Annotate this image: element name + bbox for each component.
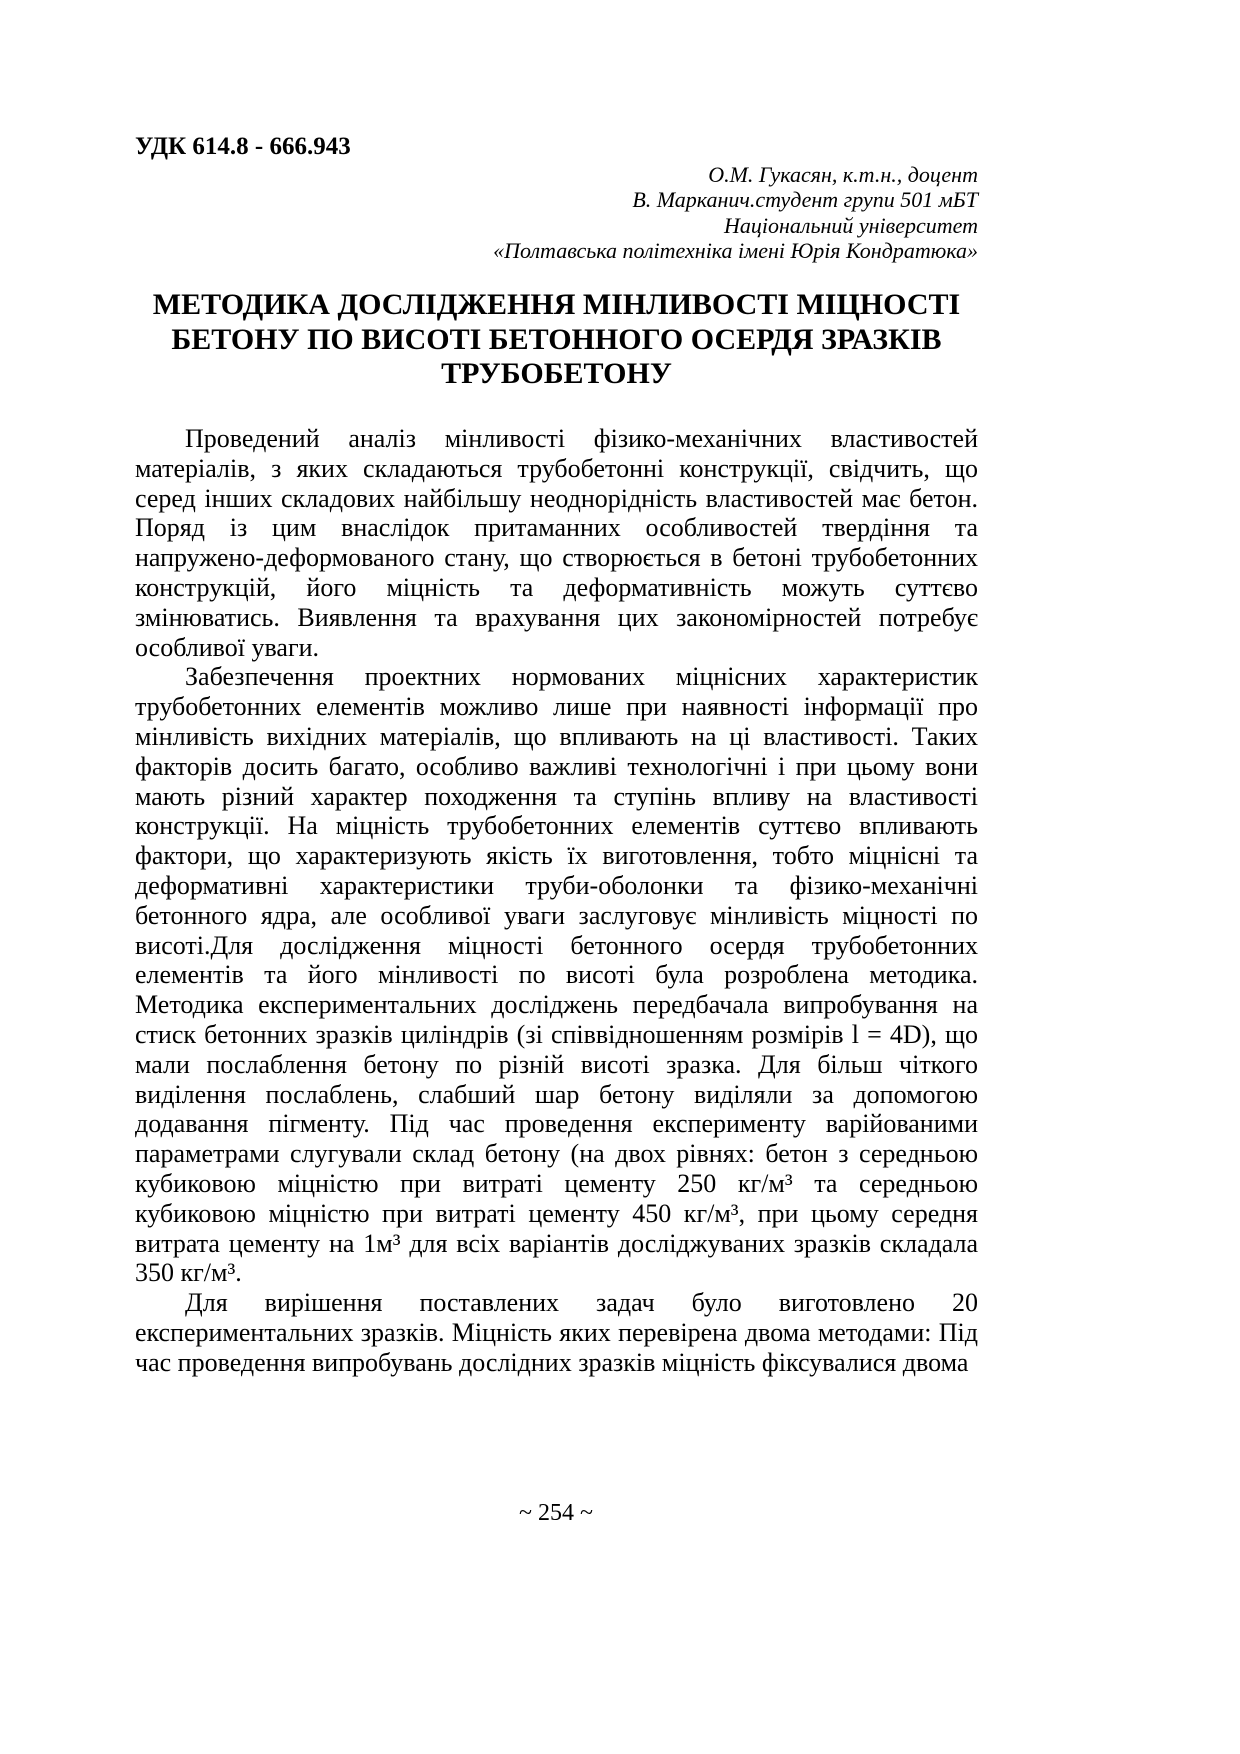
text-line: трубобетонних елементів можливо лише при наявності інформації про <box>135 692 978 722</box>
text-line: особливої уваги. <box>135 632 320 662</box>
text-line: Забезпечення проектних нормованих міцнісних характеристик <box>185 662 978 692</box>
udc-code: УДК 614.8 - 666.943 <box>135 133 351 160</box>
text-line: висоті.Для дослідження міцності бетонного осердя трубобетонних <box>135 930 978 960</box>
text-line: матеріалів, з яких складаються трубобетонні конструкції, свідчить, що <box>135 453 978 483</box>
title-line: МЕТОДИКА ДОСЛІДЖЕННЯ МІНЛИВОСТІ МІЦНОСТІ <box>152 288 961 321</box>
text-line: змінюватись. Виявлення та врахування цих закономірностей потребує <box>135 602 978 632</box>
text-line: напружено-деформованого стану, що створюється в бетоні трубобетонних <box>135 543 978 573</box>
text-line: Методика експериментальних досліджень передбачала випробування на <box>135 990 978 1020</box>
text-line: параметрами слугували склад бетону (на двох рівнях: бетон з середньою <box>135 1139 978 1169</box>
article-body <box>135 424 978 1378</box>
text-line: Проведений аналіз мінливості фізико-механічних властивостей <box>185 424 978 453</box>
text-line: 350 кг/м³. <box>135 1258 242 1288</box>
text-line: деформативні характеристики труби-оболонки та фізико-механічні <box>135 870 978 900</box>
text-line: виділення послаблень, слабший шар бетону виділяли за допомогою <box>135 1079 978 1109</box>
text-line: Для вирішення поставлених задач було виготовлено 20 <box>185 1288 978 1318</box>
text-line: мали послаблення бетону по різній висоті зразка. Для більш чіткого <box>135 1049 978 1079</box>
title-line: ТРУБОБЕТОНУ <box>441 357 672 390</box>
page-number: ~ 254 ~ <box>519 1500 593 1526</box>
text-line: бетонного ядра, але особливої уваги заслуговує мінливість міцності по <box>135 900 978 930</box>
text-line: кубиковою міцністю при витраті цементу 450 кг/м³, при цьому середня <box>135 1198 978 1228</box>
paragraph <box>135 662 978 1288</box>
text-line: мінливість вихідних матеріалів, що впливають на ці властивості. Таких <box>135 721 978 751</box>
affiliation-2: «Полтавська політехніка імені Юрія Кондратюка» <box>493 237 978 263</box>
text-line: мають різний характер походження та ступінь впливу на властивості <box>135 781 978 811</box>
text-line: Поряд із цим внаслідок притаманних особливостей твердіння та <box>135 513 978 543</box>
text-line: стиск бетонних зразків циліндрів (зі співвідношенням розмірів l = 4D), що <box>135 1019 978 1049</box>
text-line: конструкцій, його міцність та деформативність можуть суттєво <box>135 572 978 602</box>
text-line: витрата цементу на 1м³ для всіх варіантів досліджуваних зразків складала <box>135 1228 978 1258</box>
text-line: фактори, що характеризують якість їх виготовлення, тобто міцнісні та <box>135 841 978 871</box>
authors-block <box>493 162 978 263</box>
text-line: кубиковою міцністю при витраті цементу 250 кг/м³ та середньою <box>135 1168 978 1198</box>
text-line: конструкції. На міцність трубобетонних елементів суттєво впливають <box>135 811 978 841</box>
text-line: додавання пігменту. Під час проведення експерименту варійованими <box>135 1109 978 1139</box>
paragraph <box>135 1288 978 1377</box>
paragraph <box>135 424 978 662</box>
text-line: факторів досить багато, особливо важливі технологічні і при цьому вони <box>135 751 978 781</box>
affiliation-1: Національний університет <box>723 212 978 238</box>
author-2: В. Марканич.студент групи 501 мБТ <box>632 187 978 213</box>
author-1: О.М. Гукасян, к.т.н., доцент <box>708 162 978 187</box>
text-line: елементів та його мінливості по висоті була розроблена методика. <box>135 960 978 990</box>
text-line: експериментальних зразків. Міцність яких перевірена двома методами: Під <box>135 1317 978 1347</box>
text-line: серед інших складових найбільшу неоднорідність властивостей має бетон. <box>135 483 978 513</box>
article-title <box>135 288 978 392</box>
text-line: час проведення випробувань дослідних зразків міцність фіксувалися двома <box>135 1347 969 1377</box>
title-line: БЕТОНУ ПО ВИСОТІ БЕТОННОГО ОСЕРДЯ ЗРАЗКІВ <box>171 322 942 356</box>
